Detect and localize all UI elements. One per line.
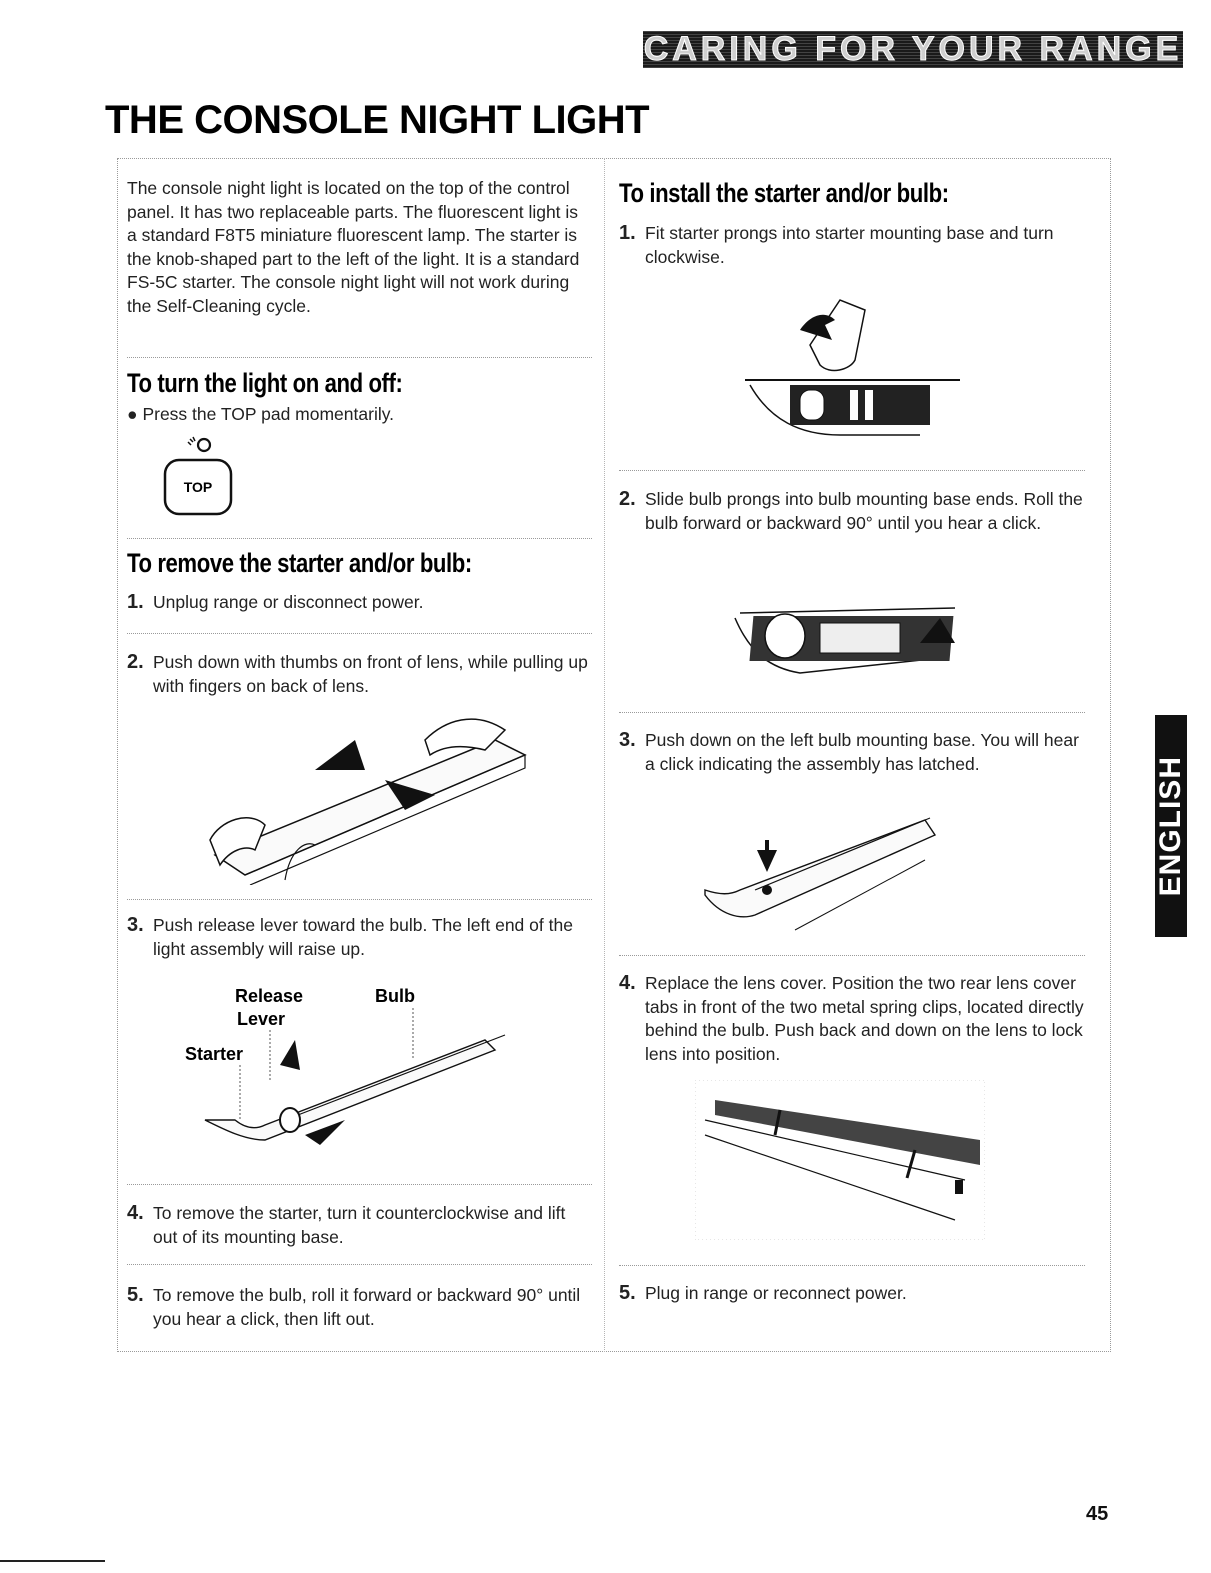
divider <box>127 633 592 634</box>
lens-removal-illustration <box>195 700 565 885</box>
label-bulb: Bulb <box>375 986 415 1006</box>
remove-step-1 <box>127 591 592 615</box>
step-number: 3. <box>127 914 144 936</box>
step-text: Slide bulb prongs into bulb mounting base ends. Roll the bulb forward or backward 90° until you hear a click. <box>645 489 1083 533</box>
footer-rule <box>0 1560 105 1562</box>
language-tab-label: ENGLISH <box>1154 755 1187 897</box>
turn-on-heading: To turn the light on and off: <box>127 368 403 398</box>
step-number: 5. <box>619 1282 636 1304</box>
arrow-up-icon <box>280 1040 300 1070</box>
arrow-down-icon <box>757 850 777 872</box>
turn-on-bullet-text: Press the TOP pad momentarily. <box>142 404 395 424</box>
divider <box>127 1264 592 1265</box>
label-release: Release <box>235 986 304 1006</box>
install-step-5 <box>619 1282 1089 1306</box>
intro-paragraph: The console night light is located on the top of the control panel. It has two replaceable parts. The fluorescent light is a standard F8T5 miniature fluorescent lamp. The starter is the knob-shaped part to the left of the light. It is a standard FS-5C starter. The console night light will not work during the Self-Cleaning cycle. <box>127 178 580 316</box>
step-text: Unplug range or disconnect power. <box>153 592 424 612</box>
starter-install-illustration <box>740 290 970 450</box>
remove-heading: To remove the starter and/or bulb: <box>127 548 472 578</box>
bulb-icon <box>820 623 900 653</box>
top-pad-label: TOP <box>183 479 213 495</box>
divider <box>619 712 1085 713</box>
divider <box>619 955 1085 956</box>
step-text: To remove the starter, turn it counterclockwise and lift out of its mounting base. <box>153 1203 566 1247</box>
remove-step-2 <box>127 651 592 698</box>
page-title: THE CONSOLE NIGHT LIGHT <box>105 98 650 142</box>
top-pad-illustration <box>160 432 240 516</box>
column-divider <box>604 158 605 1352</box>
light-icon <box>188 437 210 451</box>
divider <box>127 899 592 900</box>
divider <box>127 357 592 358</box>
install-step-4 <box>619 972 1089 1066</box>
step-text: Plug in range or reconnect power. <box>645 1283 907 1303</box>
divider <box>127 538 592 539</box>
latch-illustration <box>695 810 975 935</box>
step-number: 1. <box>127 591 144 613</box>
page-number: 45 <box>1086 1503 1109 1525</box>
step-number: 2. <box>619 488 636 510</box>
step-text: Push down with thumbs on front of lens, while pulling up with fingers on back of lens. <box>153 652 588 696</box>
remove-step-5 <box>127 1284 592 1331</box>
bulb-install-illustration <box>730 598 970 688</box>
arrow-right-icon <box>305 1120 345 1145</box>
turn-on-bullet <box>127 404 394 425</box>
language-tab <box>1155 715 1187 937</box>
step-text: Push release lever toward the bulb. The left end of the light assembly will raise up. <box>153 915 573 959</box>
release-lever-diagram <box>185 980 525 1175</box>
divider <box>619 1265 1085 1266</box>
install-step-1 <box>619 222 1089 269</box>
bullet-dot: ● <box>127 404 143 424</box>
label-lever: Lever <box>237 1009 286 1029</box>
step-number: 2. <box>127 651 144 673</box>
step-text: To remove the bulb, roll it forward or backward 90° until you hear a click, then lift out. <box>153 1285 581 1329</box>
remove-step-4 <box>127 1202 592 1249</box>
divider <box>127 1184 592 1185</box>
step-text: Fit starter prongs into starter mounting base and turn clockwise. <box>645 223 1054 267</box>
step-number: 4. <box>619 972 636 994</box>
arrow-up-icon <box>315 740 365 770</box>
bulb-end-icon <box>765 614 805 658</box>
section-banner-text: CARING FOR YOUR RANGE <box>643 30 1183 68</box>
starter-knob <box>280 1108 300 1132</box>
step-number: 3. <box>619 729 636 751</box>
lens-cover-illustration <box>695 1080 985 1240</box>
section-banner <box>643 31 1183 68</box>
step-number: 1. <box>619 222 636 244</box>
install-step-2 <box>619 488 1089 535</box>
label-starter: Starter <box>185 1044 244 1064</box>
install-step-3 <box>619 729 1089 776</box>
step-number: 5. <box>127 1284 144 1306</box>
install-heading: To install the starter and/or bulb: <box>619 178 949 208</box>
step-text: Push down on the left bulb mounting base. You will hear a click indicating the assembly has latched. <box>645 730 1079 774</box>
step-number: 4. <box>127 1202 144 1224</box>
divider <box>619 470 1085 471</box>
remove-step-3 <box>127 914 592 961</box>
step-text: Replace the lens cover. Position the two rear lens cover tabs in front of the two metal spring clips, located directly behind the bulb. Push back and down on the lens to lock lens into position. <box>645 973 1084 1064</box>
